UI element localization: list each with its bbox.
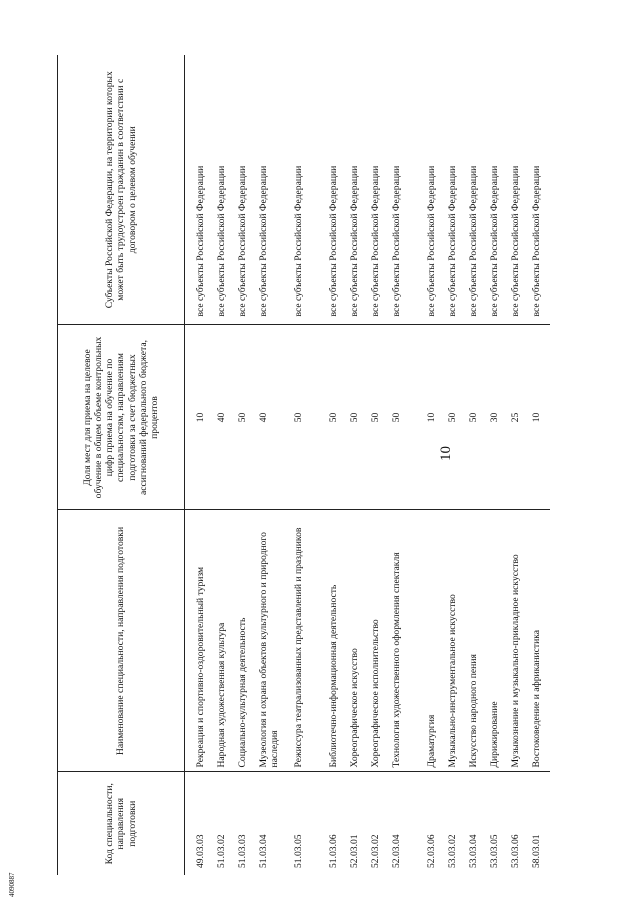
cell-share: 50 (235, 325, 256, 510)
cell-regions: все субъекты Российской Федерации (424, 55, 445, 325)
cell-code: 51.03.04 (257, 834, 269, 868)
page-number: 10 (438, 446, 454, 461)
cell-name: Хореографическое искусство (347, 510, 368, 772)
cell-share: 10 (424, 325, 445, 510)
cell-name: Музыкознание и музыкально-прикладное искусство (508, 510, 529, 772)
cell-code: 51.03.06 (327, 834, 339, 868)
table-row (508, 55, 529, 875)
cell-code: 52.03.04 (390, 834, 402, 868)
cell-code: 51.03.02 (215, 834, 227, 868)
cell-share: 40 (256, 325, 291, 510)
cell-regions: все субъекты Российской Федерации (368, 55, 389, 325)
cell-share: 10 (529, 325, 550, 510)
table-row (185, 55, 214, 875)
cell-regions: все субъекты Российской Федерации (508, 55, 529, 325)
cell-code: 53.03.04 (467, 834, 479, 868)
table-row (235, 55, 256, 875)
document-code: 4090887 (8, 872, 16, 897)
cell-name: Библиотечно-информационная деятельность (326, 510, 347, 772)
cell-share: 50 (445, 325, 466, 510)
cell-name: Социально-культурная деятельность (235, 510, 256, 772)
cell-share: 50 (291, 325, 326, 510)
cell-name: Музыкально-инструментальное искусство (445, 510, 466, 772)
cell-regions: все субъекты Российской Федерации (185, 55, 214, 325)
cell-share: 50 (347, 325, 368, 510)
header-code: Код специальности, направления подготовки (58, 772, 185, 875)
cell-share: 50 (326, 325, 347, 510)
cell-name: Музеология и охрана объектов культурного и природного наследия (256, 510, 291, 772)
cell-share: 25 (508, 325, 529, 510)
cell-name: Драматургия (424, 510, 445, 772)
cell-regions: все субъекты Российской Федерации (529, 55, 550, 325)
cell-name: Востоковедение и африканистика (529, 510, 550, 772)
table-row (368, 55, 389, 875)
cell-code: 51.03.05 (292, 834, 304, 868)
cell-regions: все субъекты Российской Федерации (235, 55, 256, 325)
table-row (529, 55, 550, 875)
cell-code: 53.03.02 (446, 834, 458, 868)
table-header-row (58, 55, 185, 875)
cell-regions: все субъекты Российской Федерации (445, 55, 466, 325)
cell-share: 50 (368, 325, 389, 510)
cell-code: 58.03.01 (530, 834, 542, 868)
table-row (487, 55, 508, 875)
cell-regions: все субъекты Российской Федерации (326, 55, 347, 325)
cell-name: Дирижирование (487, 510, 508, 772)
header-name: Наименование специальности, направления подготовки (58, 510, 185, 772)
cell-regions: все субъекты Российской Федерации (389, 55, 424, 325)
table-row (389, 55, 424, 875)
header-regions: Субъекты Российской Федерации, на территории которых может быть трудоустроен гражданин в соответствии с договором о целевом обучении (58, 55, 185, 325)
cell-regions: все субъекты Российской Федерации (466, 55, 487, 325)
table-body (185, 55, 550, 875)
header-share: Доля мест для приема на целевое обучение в общем объеме контрольных цифр приема на обучение по специальностям, направлениям подготовки за счет бюджетных ассигнований федерального бюджета, процентов (58, 325, 185, 510)
cell-regions: все субъекты Российской Федерации (291, 55, 326, 325)
cell-regions: все субъекты Российской Федерации (347, 55, 368, 325)
cell-name: Режиссура театрализованных представлений и праздников (291, 510, 326, 772)
table-row (347, 55, 368, 875)
cell-code: 52.03.06 (425, 834, 437, 868)
table-row (424, 55, 445, 875)
cell-regions: все субъекты Российской Федерации (214, 55, 235, 325)
table-row (466, 55, 487, 875)
cell-code: 53.03.05 (488, 834, 500, 868)
table-row (214, 55, 235, 875)
cell-code: 51.03.03 (236, 834, 248, 868)
cell-name: Хореографическое исполнительство (368, 510, 389, 772)
cell-share: 10 (185, 325, 214, 510)
table-row (445, 55, 466, 875)
cell-name: Народная художественная культура (214, 510, 235, 772)
table-row (256, 55, 291, 875)
cell-share: 30 (487, 325, 508, 510)
cell-share: 40 (214, 325, 235, 510)
cell-code: 52.03.02 (369, 834, 381, 868)
cell-code: 53.03.06 (509, 834, 521, 868)
cell-name: Искусство народного пения (466, 510, 487, 772)
cell-code: 52.03.01 (348, 834, 360, 868)
table-row (326, 55, 347, 875)
admission-quota-table (57, 55, 550, 875)
table-row (291, 55, 326, 875)
cell-name: Рекреация и спортивно-оздоровительный туризм (185, 510, 214, 772)
cell-share: 50 (466, 325, 487, 510)
cell-code: 49.03.03 (195, 834, 206, 868)
cell-share: 50 (389, 325, 424, 510)
cell-regions: все субъекты Российской Федерации (487, 55, 508, 325)
cell-name: Технология художественного оформления спектакля (389, 510, 424, 772)
cell-regions: все субъекты Российской Федерации (256, 55, 291, 325)
